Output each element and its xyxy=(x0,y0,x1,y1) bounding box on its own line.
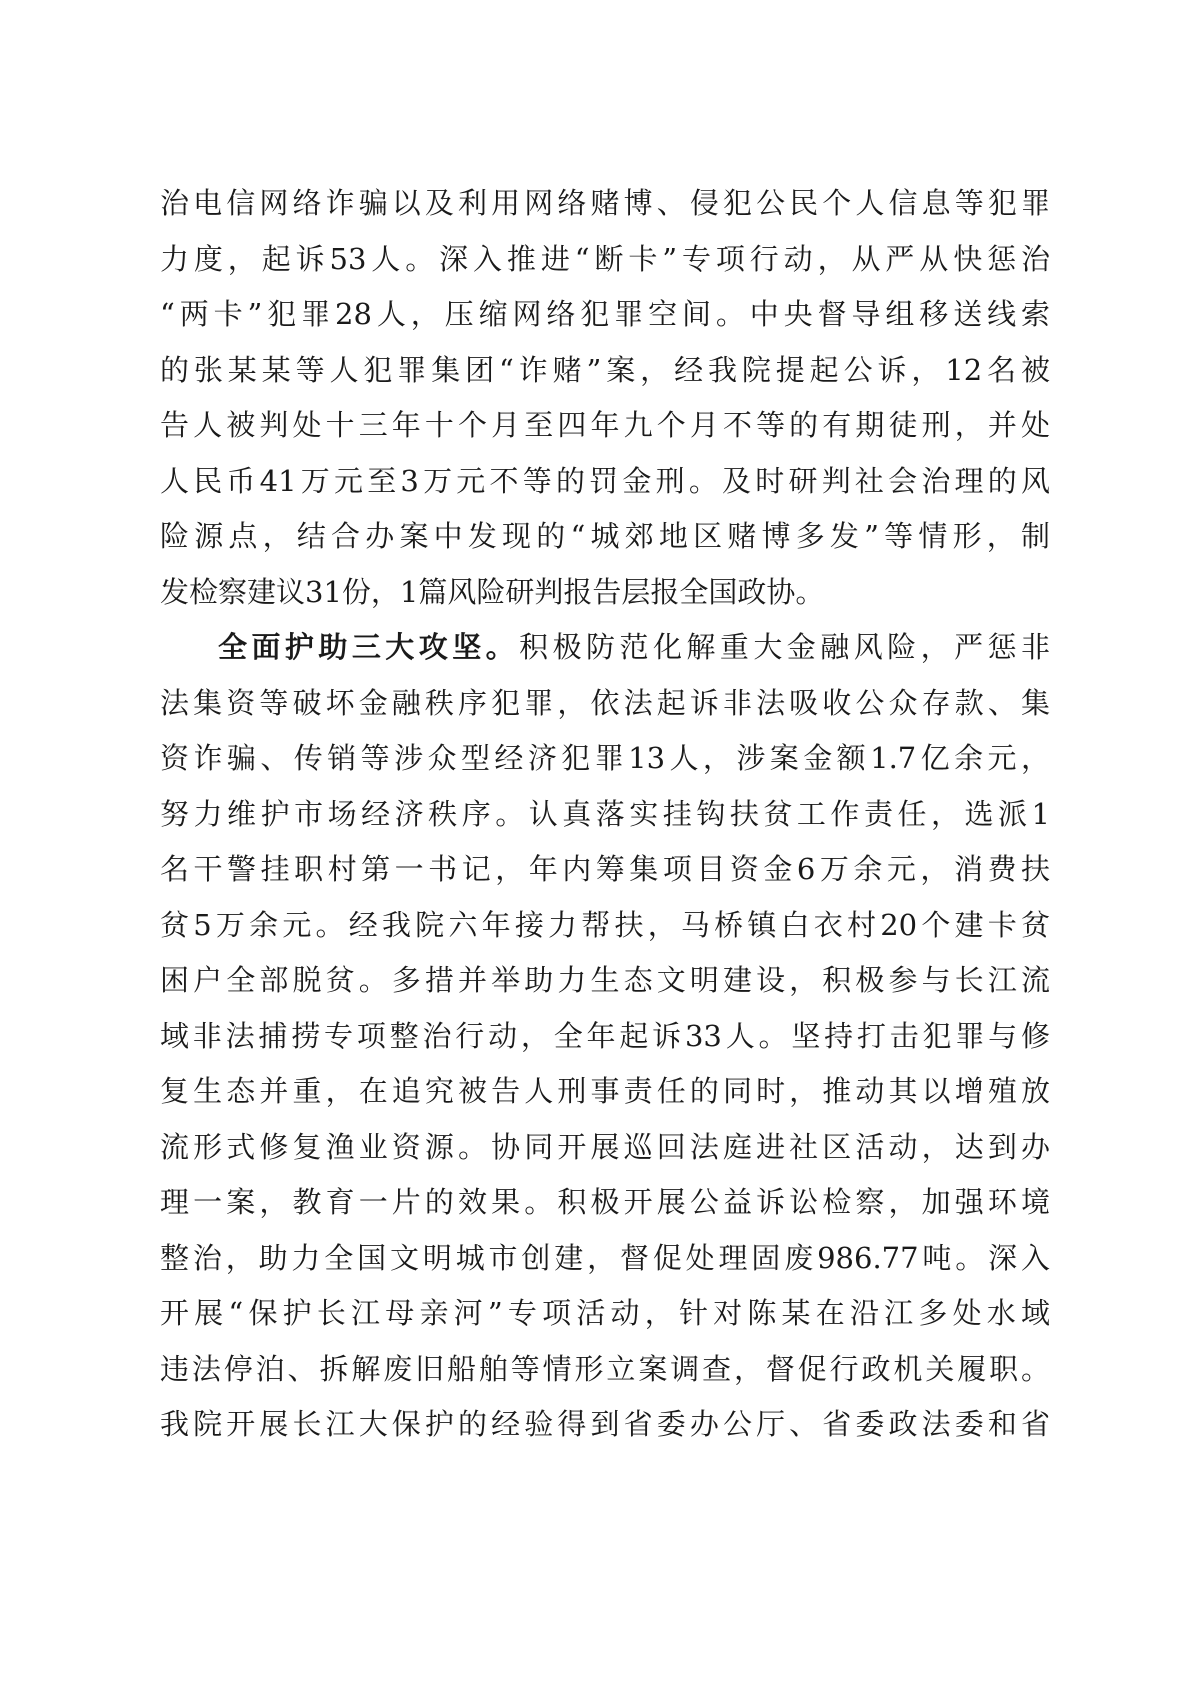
paragraph-1 xyxy=(160,176,1050,620)
text-line: 困户全部脱贫。多措并举助力生态文明建设，积极参与长江流 xyxy=(160,963,1050,997)
text-line: 人民币41万元至3万元不等的罚金刑。及时研判社会治理的风 xyxy=(160,463,1050,498)
text-run: 积极防范化解重大金融风险，严惩非 xyxy=(519,630,1050,664)
text-line: 险源点，结合办案中发现的“城郊地区赌博多发”等情形，制 xyxy=(160,519,1050,553)
text-line: 理一案，教育一片的效果。积极开展公益诉讼检察，加强环境 xyxy=(160,1185,1050,1219)
text-line: 发检察建议31份，1篇风险研判报告层报全国政协。 xyxy=(160,574,825,609)
text-line: 贫5万余元。经我院六年接力帮扶，马桥镇白衣村20个建卡贫 xyxy=(160,907,1050,942)
text-line: 告人被判处十三年十个月至四年九个月不等的有期徒刑，并处 xyxy=(160,408,1050,442)
body-text xyxy=(160,176,1050,1453)
paragraph-first-line xyxy=(160,620,1050,676)
paragraph-2 xyxy=(160,620,1050,1453)
section-heading: 全面护助三大攻坚。 xyxy=(218,630,520,664)
text-line: 的张某某等人犯罪集团“诈赌”案，经我院提起公诉，12名被 xyxy=(160,352,1050,387)
text-line: 复生态并重，在追究被告人刑事责任的同时，推动其以增殖放 xyxy=(160,1074,1050,1108)
text-line: 治电信网络诈骗以及利用网络赌博、侵犯公民个人信息等犯罪 xyxy=(160,186,1050,220)
text-line: 开展“保护长江母亲河”专项活动，针对陈某在沿江多处水域 xyxy=(160,1296,1050,1330)
text-line: 我院开展长江大保护的经验得到省委办公厅、省委政法委和省 xyxy=(160,1407,1050,1441)
text-line: 域非法捕捞专项整治行动，全年起诉33人。坚持打击犯罪与修 xyxy=(160,1018,1050,1053)
text-line: “两卡”犯罪28人，压缩网络犯罪空间。中央督导组移送线索 xyxy=(160,297,1050,331)
text-line: 法集资等破坏金融秩序犯罪，依法起诉非法吸收公众存款、集 xyxy=(160,685,1050,720)
text-line: 整治，助力全国文明城市创建，督促处理固废986.77吨。深入 xyxy=(160,1240,1050,1275)
text-line: 违法停泊、拆解废旧船舶等情形立案调查，督促行政机关履职。 xyxy=(160,1351,1050,1386)
text-line: 名干警挂职村第一书记，年内筹集项目资金6万余元，消费扶 xyxy=(160,852,1050,886)
text-line: 流形式修复渔业资源。协同开展巡回法庭进社区活动，达到办 xyxy=(160,1129,1050,1164)
text-line: 资诈骗、传销等涉众型经济犯罪13人，涉案金额1.7亿余元， xyxy=(160,741,1050,775)
text-line: 努力维护市场经济秩序。认真落实挂钩扶贫工作责任，选派1 xyxy=(160,796,1050,831)
text-line: 力度，起诉53人。深入推进“断卡”专项行动，从严从快惩治 xyxy=(160,241,1050,276)
